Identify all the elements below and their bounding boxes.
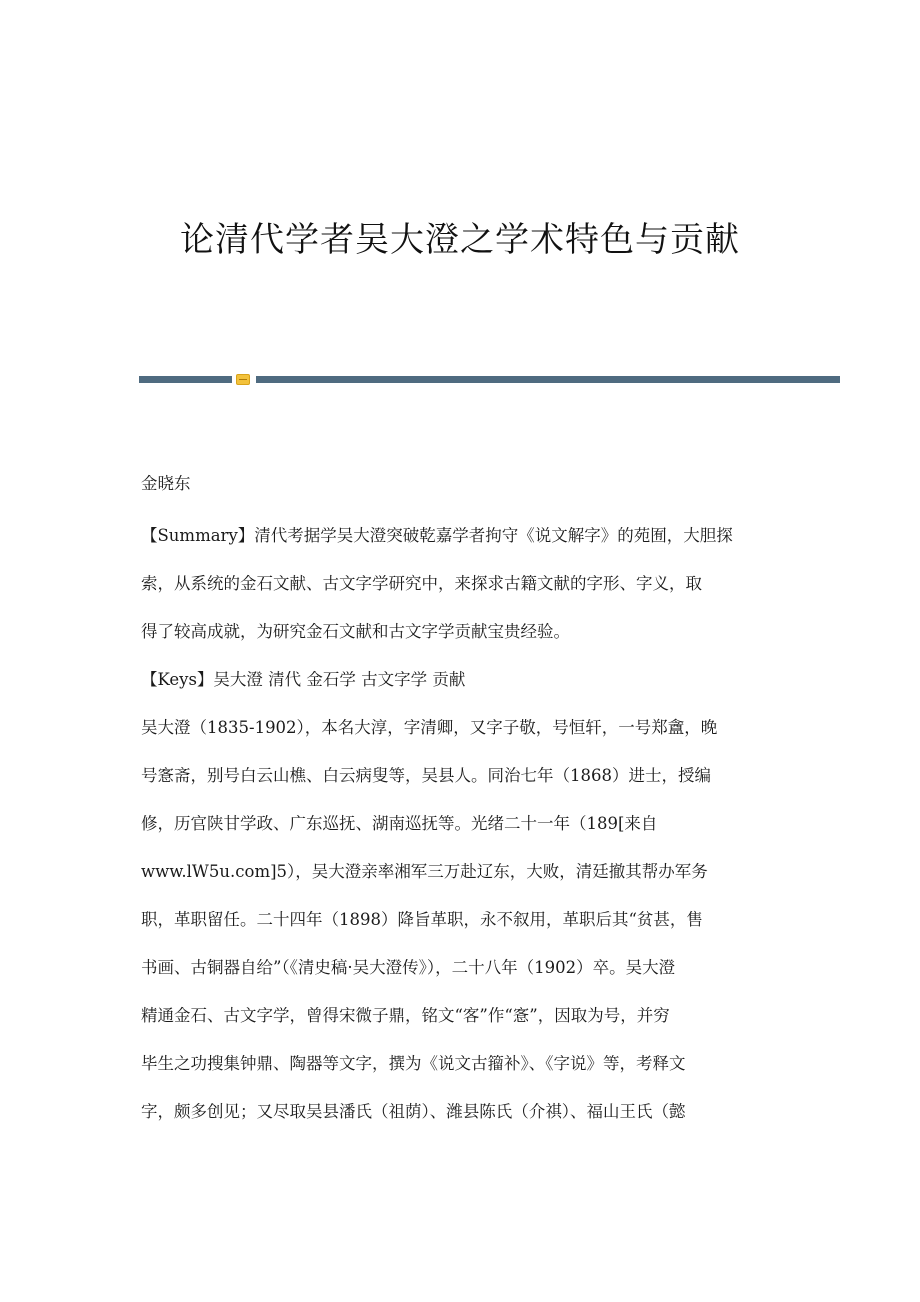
text-line: www.lW5u.com]5），吴大澄亲率湘军三万赴辽东，大败，清廷撤其帮办军务 (141, 862, 708, 881)
text-line: 精通金石、古文字学，曾得宋微子鼎，铭文“客”作“愙”，因取为号，并穷 (141, 1006, 670, 1025)
summary-paragraph (141, 520, 781, 648)
text-line: 字，颇多创见；又尽取吴县潘氏（祖荫）、潍县陈氏（介祺）、福山王氏（懿 (141, 1102, 686, 1121)
ornament-icon (236, 374, 250, 385)
document-title: 论清代学者吴大澄之学术特色与贡献 (180, 220, 740, 260)
divider-bar-right (256, 376, 840, 383)
text-line: 职，革职留任。二十四年（1898）降旨革职，永不叙用，革职后其“贫甚，售 (141, 910, 703, 929)
title-divider (139, 374, 840, 386)
keys-paragraph (141, 664, 781, 696)
document-body (141, 468, 781, 1144)
text-line: 索，从系统的金石文献、古文字学研究中，来探求古籍文献的字形、字义，取 (141, 574, 702, 593)
text-line: 号愙斋，别号白云山樵、白云病叟等，吴县人。同治七年（1868）进士，授编 (141, 766, 711, 785)
text-line: 得了较高成就，为研究金石文献和古文字学贡献宝贵经验。 (141, 622, 570, 641)
divider-bar-left (139, 376, 232, 383)
text-line: 毕生之功搜集钟鼎、陶器等文字，撰为《说文古籀补》、《字说》等，考释文 (141, 1054, 686, 1073)
text-line: 【Keys】吴大澄 清代 金石学 古文字学 贡献 (141, 670, 466, 689)
body-paragraph (141, 712, 781, 1128)
text-line: 修，历官陕甘学政、广东巡抚、湖南巡抚等。光绪二十一年（189[来自 (141, 814, 658, 833)
text-line: 吴大澄（1835-1902），本名大淳，字清卿，又字子敬，号恒轩，一号郑盦，晚 (141, 718, 718, 737)
text-line: 【Summary】清代考据学吴大澄突破乾嘉学者拘守《说文解字》的苑囿，大胆探 (141, 526, 733, 545)
author-name: 金晓东 (141, 474, 191, 493)
text-line: 书画、古铜器自给”（《清史稿·吴大澄传》），二十八年（1902）卒。吴大澄 (141, 958, 676, 977)
